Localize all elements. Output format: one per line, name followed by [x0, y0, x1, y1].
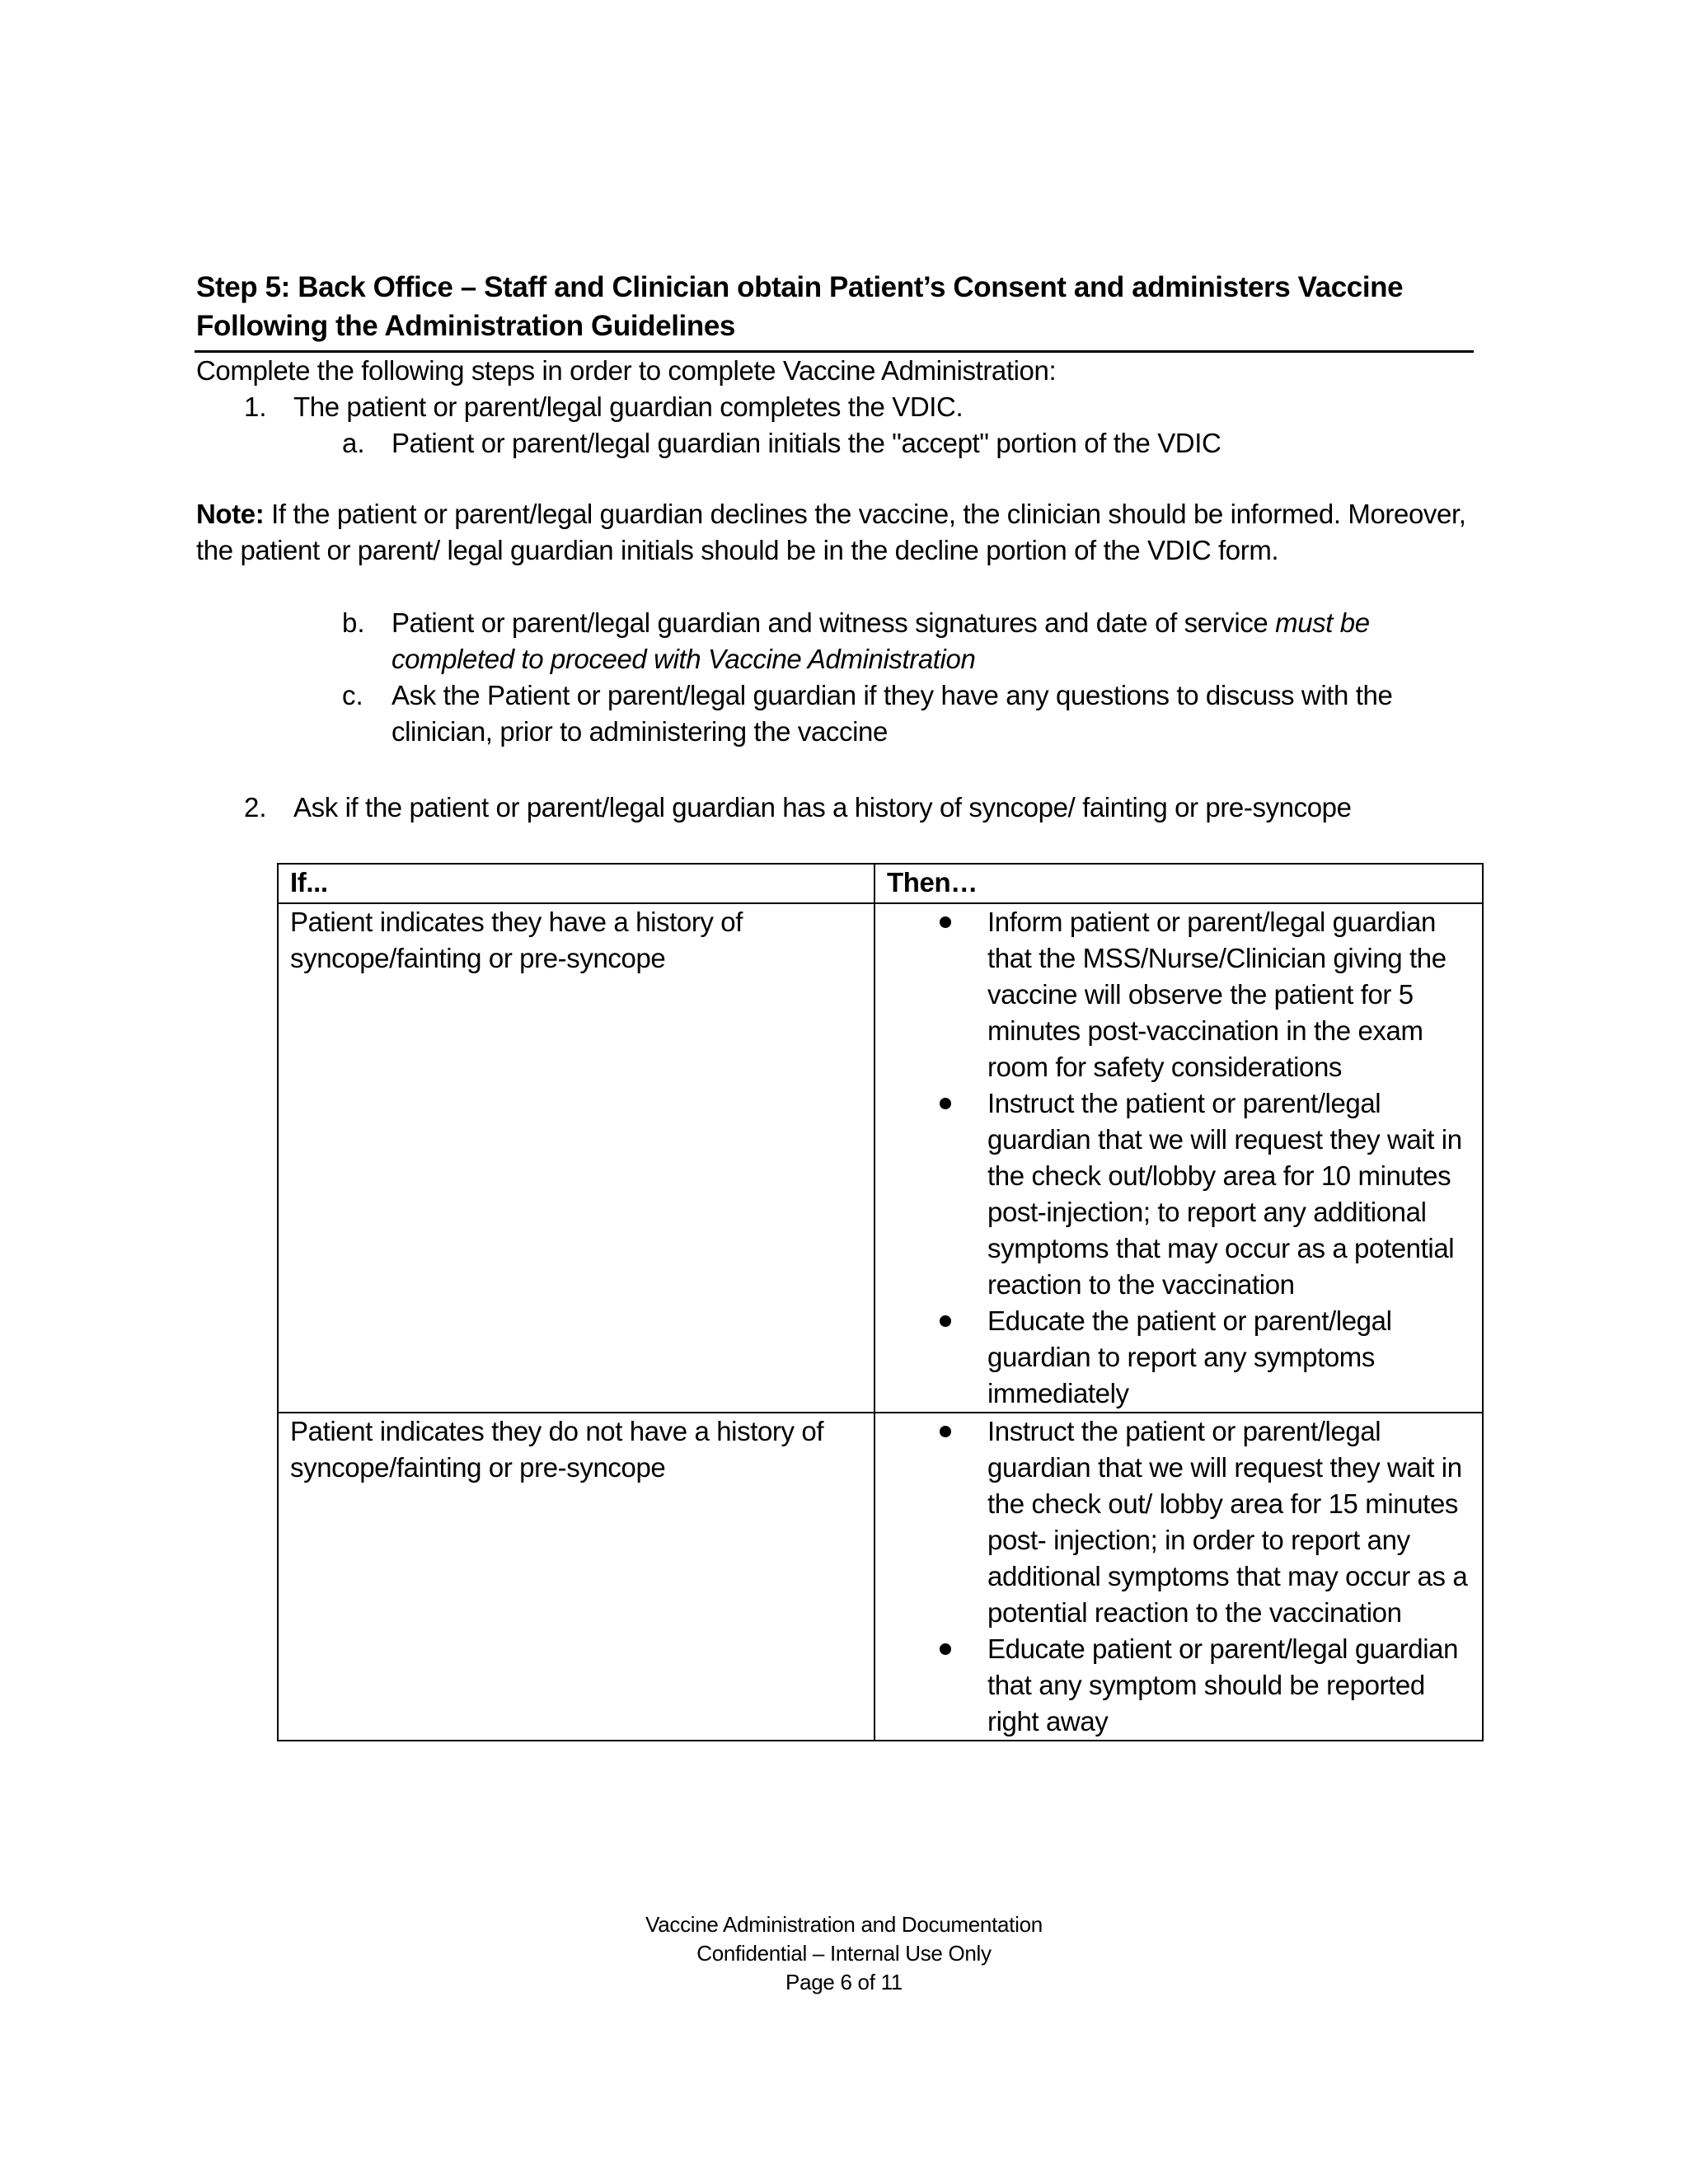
- note-paragraph: [196, 496, 1482, 569]
- table-header-row: [278, 864, 1483, 903]
- step-1a-text: Patient or parent/legal guardian initials the "accept" portion of the VDIC: [392, 428, 1221, 458]
- step-1c-marker: c.: [342, 680, 363, 710]
- then-header: Then…: [874, 864, 1483, 903]
- step-1-text: The patient or parent/legal guardian completes the VDIC.: [293, 391, 964, 422]
- list-item: Instruct the patient or parent/legal guardian that we will request they wait in the check out/ lobby area for 15 minutes post- injection; in order to report any additional symptoms that may occur as a potential reaction to the vaccination: [887, 1413, 1470, 1631]
- step-1c-text: Ask the Patient or parent/legal guardian if they have any questions to discuss with the clinician, prior to administering the vaccine: [392, 680, 1393, 747]
- list-item: Inform patient or parent/legal guardian that the MSS/Nurse/Clinician giving the vaccine will observe the patient for 5 minutes post-vaccination in the exam room for safety considerations: [887, 904, 1470, 1085]
- if-header: If...: [278, 864, 874, 903]
- step-2-text: Ask if the patient or parent/legal guardian has a history of syncope/ fainting or pre-syncope: [293, 792, 1352, 823]
- actions-cell: [874, 903, 1483, 1413]
- table-row: [278, 903, 1483, 1413]
- footer-confidentiality: Confidential – Internal Use Only: [696, 1941, 992, 1966]
- step-2-marker: 2.: [244, 792, 267, 823]
- action-list: [887, 1413, 1470, 1740]
- step-1b-emphasis: must be completed to proceed with Vaccine Administration: [392, 607, 1370, 674]
- condition-cell: Patient indicates they have a history of syncope/fainting or pre-syncope: [278, 903, 874, 1413]
- note-text: If the patient or parent/legal guardian declines the vaccine, the clinician should be informed. Moreover, the patient or parent/ legal guardian initials should be in the decline portion of the VDIC form.: [196, 499, 1466, 565]
- condition-cell: Patient indicates they do not have a history of syncope/fainting or pre-syncope: [278, 1413, 874, 1741]
- action-list: [887, 904, 1470, 1412]
- actions-cell: [874, 1413, 1483, 1741]
- step-1b-text: [392, 605, 1479, 677]
- list-item: Instruct the patient or parent/legal guardian that we will request they wait in the check out/lobby area for 10 minutes post-injection; to report any additional symptoms that may occur as a potential reaction to the vaccination: [887, 1085, 1470, 1303]
- list-item: Educate the patient or parent/legal guardian to report any symptoms immediately: [887, 1303, 1470, 1412]
- if-then-table: [277, 863, 1484, 1741]
- step-1-marker: 1.: [244, 391, 267, 422]
- footer-page-number: Page 6 of 11: [785, 1970, 903, 1994]
- section-heading: Step 5: Back Office – Staff and Clinician obtain Patient’s Consent and administers Vaccine Following the Administration Guidelines: [196, 271, 1404, 342]
- step-1a-marker: a.: [342, 428, 365, 458]
- list-item: Educate patient or parent/legal guardian that any symptom should be reported right away: [887, 1631, 1470, 1740]
- note-label: Note:: [196, 499, 265, 529]
- step-1b-plain: Patient or parent/legal guardian and witness signatures and date of service: [392, 607, 1276, 638]
- table-row: [278, 1413, 1483, 1741]
- footer-title: Vaccine Administration and Documentation: [645, 1912, 1043, 1937]
- step-1b-marker: b.: [342, 607, 365, 638]
- intro-text: Complete the following steps in order to complete Vaccine Administration:: [196, 355, 1057, 386]
